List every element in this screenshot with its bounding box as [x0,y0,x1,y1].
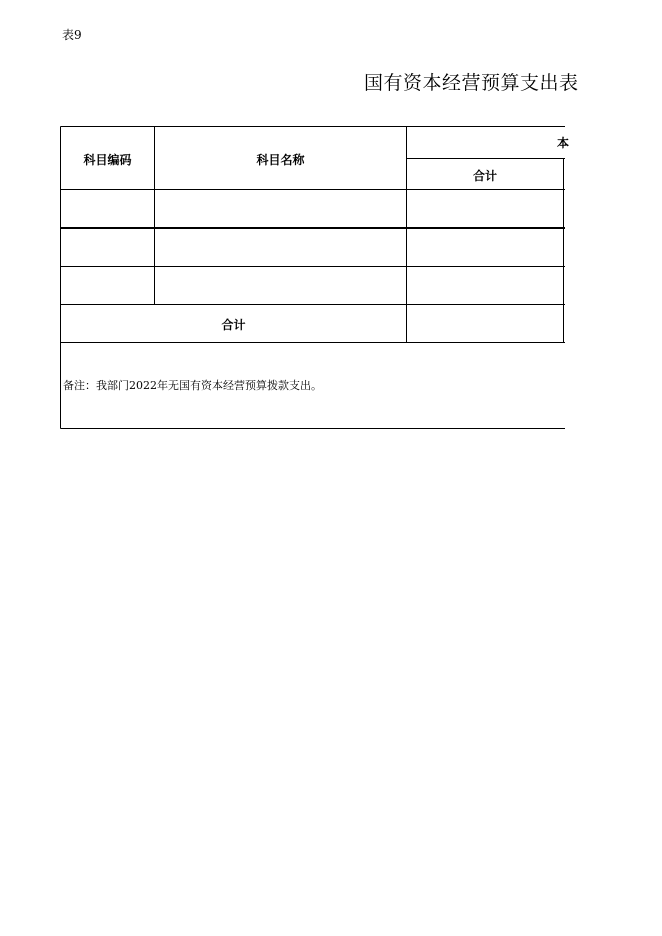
header-total: 合计 [472,169,497,183]
footnote: 备注：我部门2022年无国有资本经营预算拨款支出。 [63,379,322,392]
header-name: 科目名称 [256,153,305,167]
header-group-label: 本 [557,136,570,150]
header-code: 科目编码 [83,153,132,167]
header-group [407,130,570,154]
sum-label: 合计 [221,318,246,332]
table-number-label: 表9 [62,28,82,42]
page-title: 国有资本经营预算支出表 [364,72,579,94]
